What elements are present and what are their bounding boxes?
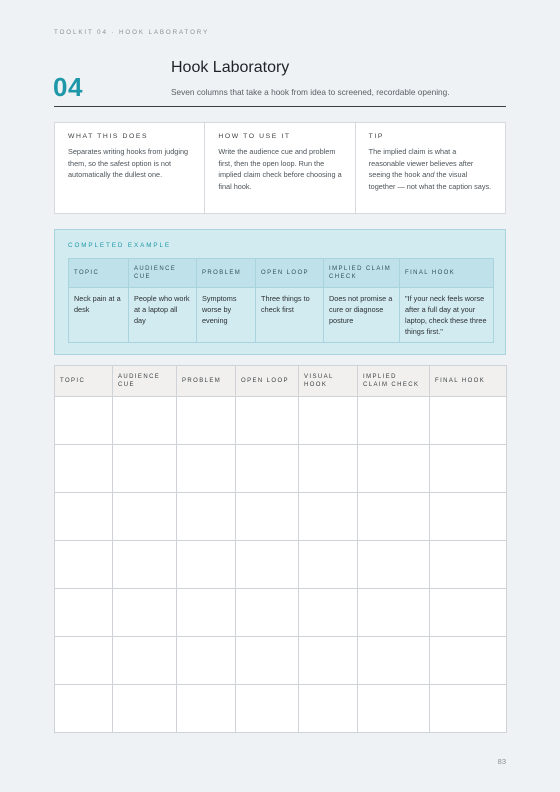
worksheet-cell[interactable] xyxy=(430,541,507,589)
worksheet-header: AUDIENCE CUE xyxy=(113,366,177,397)
worksheet-cell[interactable] xyxy=(430,397,507,445)
worksheet-cell[interactable] xyxy=(299,589,358,637)
worksheet-cell[interactable] xyxy=(236,493,299,541)
worksheet-cell[interactable] xyxy=(113,685,177,733)
example-cell: Neck pain at a desk xyxy=(69,288,129,343)
worksheet-header: VISUAL HOOK xyxy=(299,366,358,397)
info-heading: TIP xyxy=(368,133,385,140)
worksheet-cell[interactable] xyxy=(430,445,507,493)
worksheet-cell[interactable] xyxy=(299,541,358,589)
worksheet-cell[interactable] xyxy=(113,397,177,445)
info-body: Separates writing hooks from judging them, so the safest option is not automatically the dullest one. xyxy=(68,147,189,180)
worksheet-cell[interactable] xyxy=(177,541,236,589)
worksheet-cell[interactable] xyxy=(55,637,113,685)
worksheet-row xyxy=(55,397,507,445)
worksheet-cell[interactable] xyxy=(177,589,236,637)
example-header: AUDIENCE CUE xyxy=(129,259,197,288)
worksheet-cell[interactable] xyxy=(113,445,177,493)
worksheet-cell[interactable] xyxy=(358,493,430,541)
info-heading: HOW TO USE IT xyxy=(218,133,291,140)
worksheet-cell[interactable] xyxy=(236,445,299,493)
worksheet-row xyxy=(55,493,507,541)
worksheet-cell[interactable] xyxy=(299,493,358,541)
worksheet-header: TOPIC xyxy=(55,366,113,397)
info-what-this-does xyxy=(55,123,204,213)
worksheet-header: FINAL HOOK xyxy=(430,366,507,397)
example-header: FINAL HOOK xyxy=(400,259,494,288)
info-body: The implied claim is what a reasonable viewer believes after seeing the hook and the visual together — not what the caption says. xyxy=(368,147,492,191)
worksheet-cell[interactable] xyxy=(236,589,299,637)
worksheet-cell[interactable] xyxy=(177,637,236,685)
worksheet-row xyxy=(55,589,507,637)
info-body: Write the audience cue and problem first, then the open loop. Run the implied claim check before choosing a final hook. xyxy=(218,147,342,191)
worksheet-cell[interactable] xyxy=(236,637,299,685)
worksheet-cell[interactable] xyxy=(358,685,430,733)
example-header-row xyxy=(69,259,494,288)
info-tip xyxy=(355,123,505,213)
worksheet-cell[interactable] xyxy=(430,637,507,685)
worksheet-cell[interactable] xyxy=(113,493,177,541)
example-cell: Three things to check first xyxy=(256,288,324,343)
completed-example xyxy=(54,229,506,355)
page-title: Hook Laboratory xyxy=(171,59,290,76)
worksheet-cell[interactable] xyxy=(299,397,358,445)
worksheet-row xyxy=(55,685,507,733)
worksheet-cell[interactable] xyxy=(177,493,236,541)
worksheet-cell[interactable] xyxy=(299,445,358,493)
page-number: 83 xyxy=(497,757,506,766)
worksheet-cell[interactable] xyxy=(430,685,507,733)
example-table xyxy=(68,258,494,343)
worksheet-cell[interactable] xyxy=(177,397,236,445)
worksheet-cell[interactable] xyxy=(430,493,507,541)
example-cell: People who work at a laptop all day xyxy=(129,288,197,343)
worksheet-row xyxy=(55,541,507,589)
example-cell: "If your neck feels worse after a full day at your laptop, check these three things first." xyxy=(400,288,494,343)
worksheet-header: IMPLIED CLAIM CHECK xyxy=(358,366,430,397)
page-subtitle: Seven columns that take a hook from idea to screened, recordable opening. xyxy=(171,87,450,97)
worksheet-cell[interactable] xyxy=(358,397,430,445)
worksheet-row xyxy=(55,445,507,493)
running-head: TOOLKIT 04 · HOOK LABORATORY xyxy=(54,29,210,36)
worksheet-cell[interactable] xyxy=(113,541,177,589)
worksheet-cell[interactable] xyxy=(55,493,113,541)
header-rule xyxy=(54,106,506,107)
worksheet-cell[interactable] xyxy=(236,685,299,733)
worksheet-cell[interactable] xyxy=(430,589,507,637)
example-label: COMPLETED EXAMPLE xyxy=(68,242,171,249)
worksheet-header: PROBLEM xyxy=(177,366,236,397)
worksheet-cell[interactable] xyxy=(236,541,299,589)
example-header: TOPIC xyxy=(69,259,129,288)
worksheet-cell[interactable] xyxy=(299,685,358,733)
chapter-number: 04 xyxy=(53,72,83,102)
example-header: IMPLIED CLAIM CHECK xyxy=(324,259,400,288)
worksheet-cell[interactable] xyxy=(113,589,177,637)
worksheet-header-row xyxy=(55,366,507,397)
worksheet-cell[interactable] xyxy=(236,397,299,445)
worksheet-table xyxy=(54,365,507,733)
worksheet-cell[interactable] xyxy=(55,589,113,637)
worksheet-cell[interactable] xyxy=(299,637,358,685)
example-header: PROBLEM xyxy=(197,259,256,288)
worksheet-cell[interactable] xyxy=(55,541,113,589)
info-heading: WHAT THIS DOES xyxy=(68,133,149,140)
worksheet-cell[interactable] xyxy=(113,637,177,685)
example-cell: Symptoms worse by evening xyxy=(197,288,256,343)
worksheet-cell[interactable] xyxy=(177,445,236,493)
worksheet-cell[interactable] xyxy=(55,445,113,493)
worksheet-cell[interactable] xyxy=(55,397,113,445)
worksheet-cell[interactable] xyxy=(358,541,430,589)
worksheet-cell[interactable] xyxy=(55,685,113,733)
worksheet-header: OPEN LOOP xyxy=(236,366,299,397)
worksheet-cell[interactable] xyxy=(358,637,430,685)
worksheet-row xyxy=(55,637,507,685)
info-how-to-use xyxy=(204,123,354,213)
info-box xyxy=(54,122,506,214)
worksheet-cell[interactable] xyxy=(358,445,430,493)
example-header: OPEN LOOP xyxy=(256,259,324,288)
worksheet-cell[interactable] xyxy=(177,685,236,733)
example-row xyxy=(69,288,494,343)
example-cell: Does not promise a cure or diagnose posture xyxy=(324,288,400,343)
worksheet-cell[interactable] xyxy=(358,589,430,637)
